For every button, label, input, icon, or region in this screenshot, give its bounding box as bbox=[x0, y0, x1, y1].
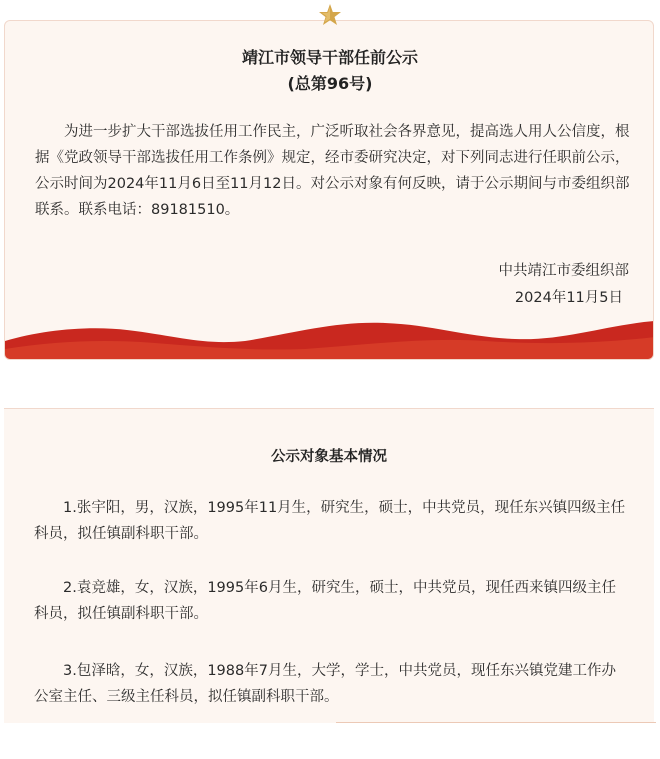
notice-date: 2024年11月5日 bbox=[514, 290, 623, 306]
notice-signer: 中共靖江市委组织部 bbox=[498, 263, 629, 279]
notice-body: 为进一步扩大干部选拔任用工作民主，广泛听取社会各界意见，提高选人用人公信度，根据《党政领导干部选拔任用工作条例》规定，经市委研究决定，对下列同志进行任职前公示，公示时间为2024年11月6日至11月12日。对公示对象有何反映，请于公示期间与市委组织部联系。联系电话：89181510。 bbox=[35, 124, 630, 218]
red-wave-decoration bbox=[5, 315, 654, 359]
candidates-title: 公示对象基本情况 bbox=[271, 449, 387, 465]
star-icon bbox=[317, 2, 343, 28]
candidate-item: 3.包泽晗，女，汉族，1988年7月生，大学，学士，中共党员，现任东兴镇党建工作办公室主任、三级主任科员，拟任镇副科职干部。 bbox=[34, 663, 616, 705]
candidate-item: 1.张宇阳，男，汉族，1995年11月生，研究生，硕士，中共党员，现任东兴镇四级主任科员，拟任镇副科职干部。 bbox=[34, 500, 626, 542]
notice-number: (总第96号) bbox=[287, 74, 373, 93]
candidate-item: 2.袁竞雄，女，汉族，1995年6月生，研究生，硕士，中共党员，现任西来镇四级主任科员，拟任镇副科职干部。 bbox=[34, 580, 616, 622]
divider bbox=[336, 722, 656, 723]
notice-card bbox=[4, 20, 654, 360]
candidates-card bbox=[4, 408, 654, 723]
notice-title: 靖江市领导干部任前公示 bbox=[241, 48, 418, 67]
